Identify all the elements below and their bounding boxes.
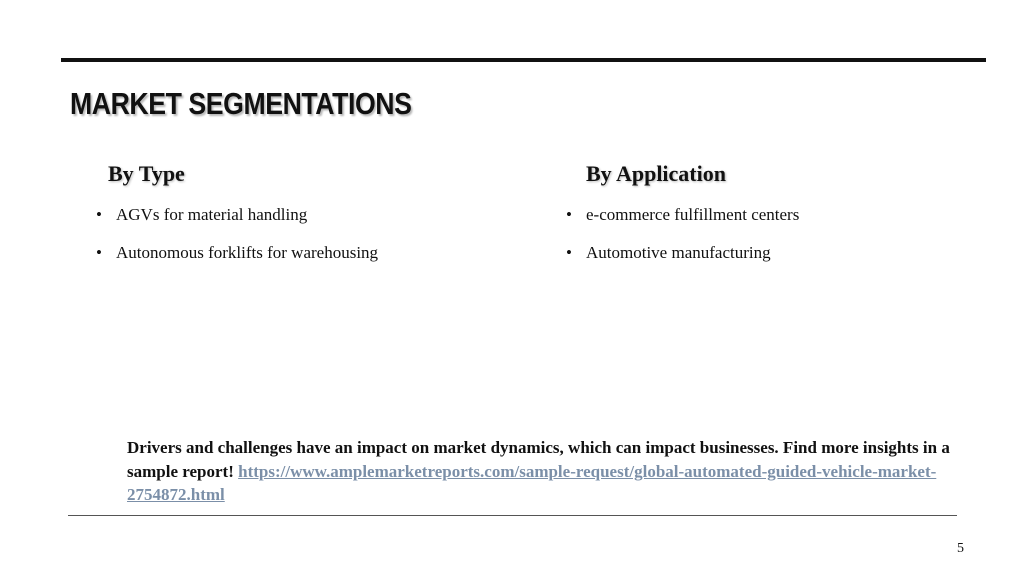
list-item [566, 243, 799, 281]
by-application-heading: By Application [586, 161, 726, 186]
bottom-divider [68, 515, 957, 516]
slide-title: MARKET SEGMENTATIONS [70, 86, 412, 121]
report-note-text: Drivers and challenges have an impact on market dynamics, which can impact businesses. Find more insights in a sample report! [127, 438, 950, 481]
by-application-list [566, 205, 799, 281]
list-item [96, 205, 378, 243]
list-item [96, 243, 378, 281]
list-item-text: AGVs for material handling [116, 205, 308, 224]
bullet-icon: • [566, 205, 572, 224]
list-item-text: Automotive manufacturing [586, 243, 771, 262]
list-item [566, 205, 799, 243]
list-item-text: Autonomous forklifts for warehousing [116, 243, 379, 262]
by-type-heading: By Type [108, 161, 185, 186]
list-item-text: e-commerce fulfillment centers [586, 205, 800, 224]
by-type-list [96, 205, 378, 281]
bullet-icon: • [96, 205, 102, 224]
bullet-icon: • [566, 243, 572, 262]
bullet-icon: • [96, 243, 102, 262]
sample-report-link[interactable]: https://www.amplemarketreports.com/sample-request/global-automated-guided-vehicle-market-2754872.html [127, 461, 937, 504]
top-divider [61, 58, 986, 62]
report-note [127, 436, 977, 507]
page-number: 5 [957, 541, 964, 556]
